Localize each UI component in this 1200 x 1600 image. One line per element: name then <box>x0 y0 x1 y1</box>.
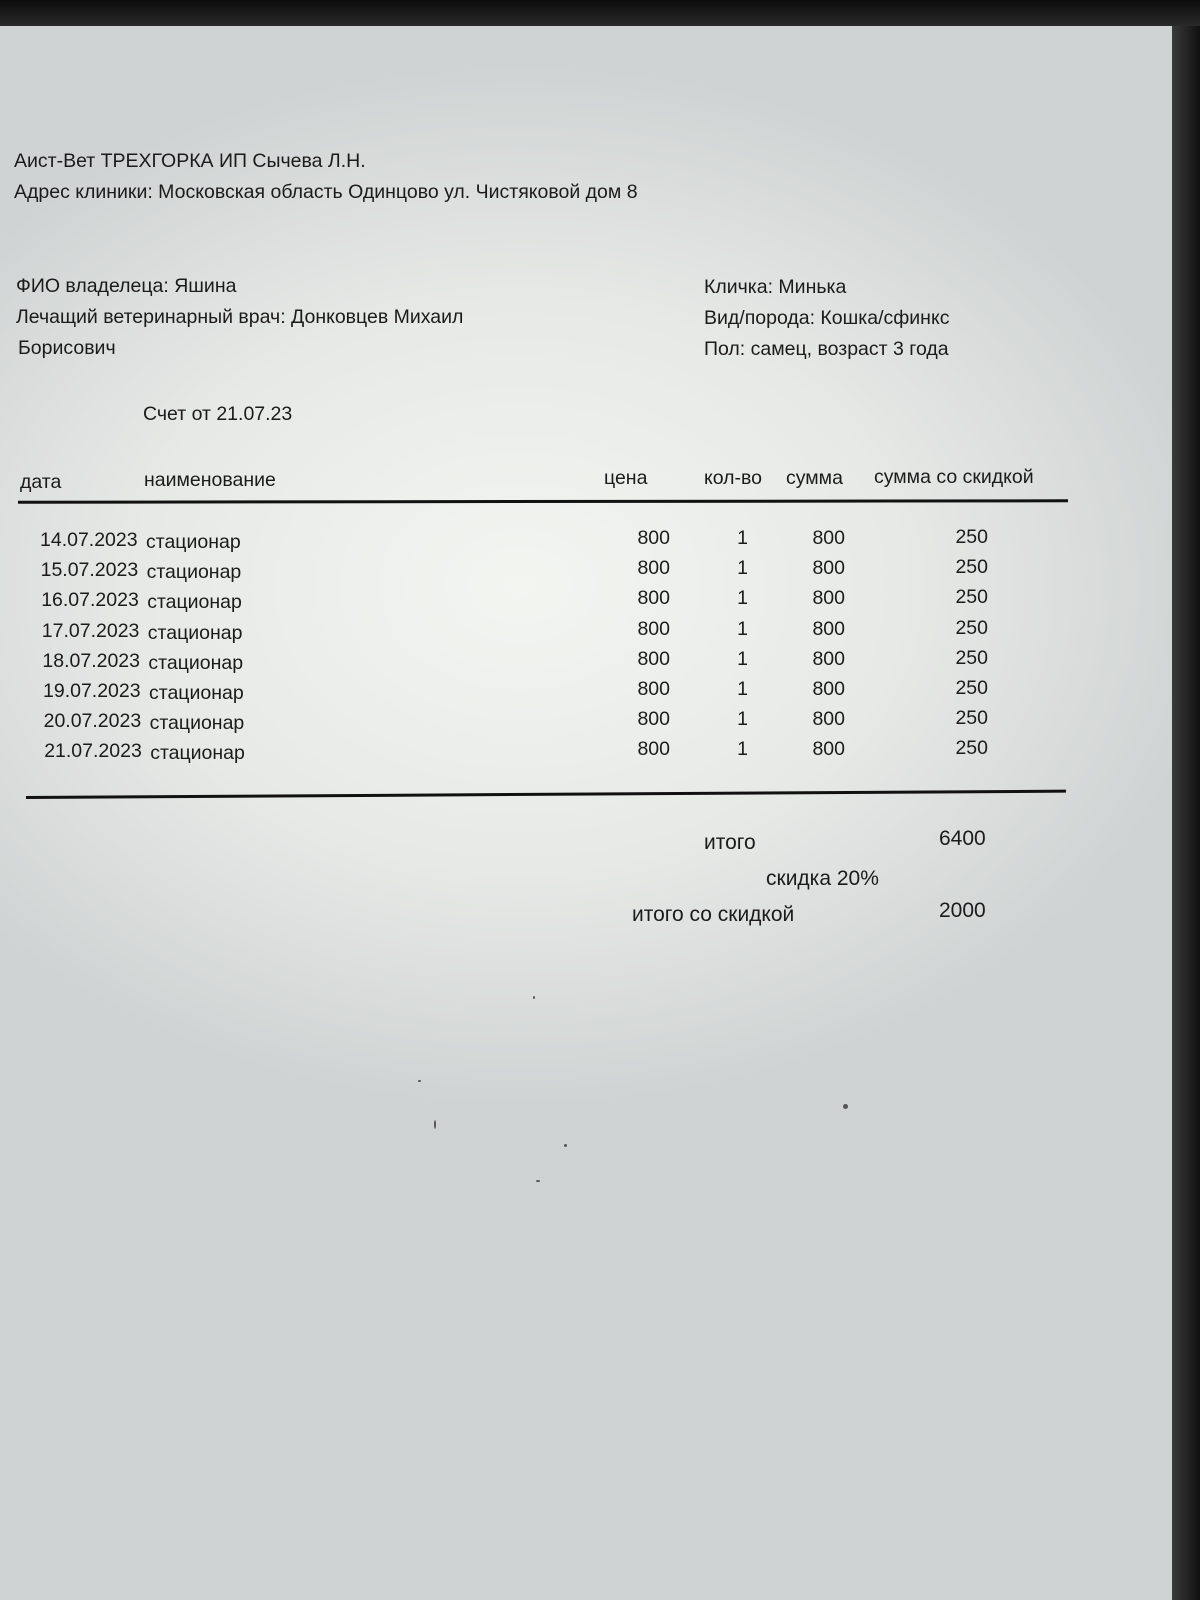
header-rule <box>18 499 1068 503</box>
cell-discount-sum: 250 <box>955 707 988 730</box>
cell-sum: 800 <box>812 738 845 761</box>
cell-discount-sum: 250 <box>955 616 988 639</box>
cell-sum: 800 <box>812 557 845 580</box>
cell-price: 800 <box>637 527 670 549</box>
cell-name: стационар <box>149 682 244 704</box>
clinic-address: Адрес клиники: Московская область Одинцово ул. Чистяковой дом 8 <box>14 181 638 203</box>
owner-name: ФИО владелеца: Яшина <box>16 275 237 297</box>
cell-price: 800 <box>637 617 670 640</box>
cell-name: стационар <box>146 561 242 584</box>
cell-date: 16.07.2023 <box>41 589 139 612</box>
cell-qty: 1 <box>737 557 748 580</box>
cell-date: 21.07.2023 <box>44 740 142 763</box>
cell-qty: 1 <box>737 708 748 731</box>
cell-price: 800 <box>637 678 670 700</box>
cell-price: 800 <box>637 557 670 580</box>
doctor-name: Лечащий ветеринарный врач: Донковцев Михаил <box>16 306 464 328</box>
cell-sum: 800 <box>812 587 845 610</box>
cell-sum: 800 <box>812 527 845 549</box>
cell-qty: 1 <box>737 738 748 761</box>
header-name: наименование <box>144 469 276 491</box>
clinic-name: Аист-Вет ТРЕХГОРКА ИП Сычева Л.Н. <box>14 150 366 172</box>
cell-discount-sum: 250 <box>955 646 988 669</box>
total-value: 6400 <box>939 827 986 850</box>
cell-price: 800 <box>637 738 670 761</box>
cell-price: 800 <box>637 708 670 731</box>
cell-sum: 800 <box>812 647 845 670</box>
speck <box>536 1180 540 1182</box>
photo-top-edge <box>0 0 1200 26</box>
pet-breed: Вид/порода: Кошка/сфинкс <box>704 307 950 329</box>
cell-date: 17.07.2023 <box>41 619 140 642</box>
discount-label: скидка 20% <box>766 867 879 890</box>
cell-discount-sum: 250 <box>955 737 988 760</box>
cell-sum: 800 <box>812 678 845 700</box>
speck <box>564 1144 567 1147</box>
cell-price: 800 <box>637 647 670 670</box>
cell-price: 800 <box>637 587 670 610</box>
header-date: дата <box>20 471 62 493</box>
cell-qty: 1 <box>737 587 748 610</box>
cell-date: 19.07.2023 <box>43 680 141 702</box>
invoice-paper <box>0 26 1172 1600</box>
speck <box>418 1080 421 1082</box>
cell-date: 20.07.2023 <box>43 710 142 733</box>
speck <box>843 1104 848 1109</box>
cell-qty: 1 <box>737 647 748 670</box>
cell-name: стационар <box>148 651 244 674</box>
cell-qty: 1 <box>737 617 748 640</box>
table-bottom-rule <box>26 790 1066 799</box>
doctor-patronymic: Борисович <box>18 337 116 359</box>
cell-discount-sum: 250 <box>955 586 988 609</box>
invoice-title: Счет от 21.07.23 <box>143 403 293 425</box>
speck <box>533 996 535 999</box>
cell-date: 14.07.2023 <box>40 529 138 551</box>
cell-discount-sum: 250 <box>955 556 988 579</box>
cell-name: стационар <box>147 621 243 644</box>
cell-sum: 800 <box>812 708 845 731</box>
total-label: итого <box>704 831 756 854</box>
total-discount-label: итого со скидкой <box>632 903 795 926</box>
cell-qty: 1 <box>737 678 748 700</box>
cell-discount-sum: 250 <box>955 526 988 548</box>
cell-date: 15.07.2023 <box>40 559 139 582</box>
speck <box>434 1120 436 1129</box>
photo-right-edge <box>1172 26 1200 1600</box>
cell-name: стационар <box>150 742 245 765</box>
header-discount-sum: сумма со скидкой <box>874 466 1034 488</box>
cell-name: стационар <box>146 531 241 553</box>
header-qty: кол-во <box>704 467 763 489</box>
cell-name: стационар <box>147 591 242 614</box>
header-price: цена <box>604 467 648 489</box>
cell-sum: 800 <box>812 617 845 640</box>
total-discount-value: 2000 <box>939 899 986 922</box>
pet-name: Кличка: Минька <box>704 276 847 298</box>
cell-qty: 1 <box>737 527 748 549</box>
cell-name: стационар <box>149 712 245 735</box>
pet-sex-age: Пол: самец, возраст 3 года <box>704 338 949 360</box>
cell-date: 18.07.2023 <box>42 649 140 672</box>
cell-discount-sum: 250 <box>955 677 988 699</box>
header-sum: сумма <box>786 467 843 489</box>
